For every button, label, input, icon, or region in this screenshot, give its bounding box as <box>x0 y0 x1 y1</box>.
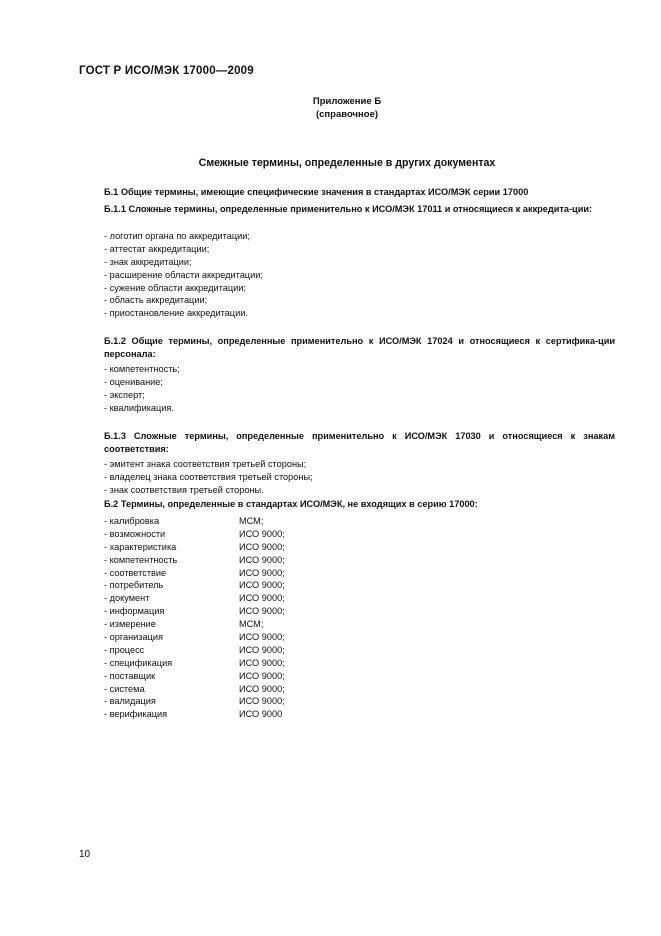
section-b2-heading <box>79 498 615 511</box>
term: - соответствие <box>104 567 167 578</box>
term: - система <box>104 683 145 694</box>
list-item: - компетентность; <box>104 364 180 374</box>
list-item: - квалификация. <box>104 402 174 413</box>
term: - документ <box>104 593 150 604</box>
annex-subtitle: (справочное) <box>315 109 379 120</box>
term-source: ИСО 9000; <box>239 593 285 604</box>
annex-title: Приложение Б <box>312 96 382 107</box>
table-row <box>104 708 404 721</box>
section-b2-table <box>104 515 404 721</box>
list-item: - эксперт; <box>104 389 145 400</box>
table-row <box>104 644 404 657</box>
table-row <box>104 657 404 670</box>
term: - валидация <box>104 696 156 707</box>
term: - потребитель <box>104 580 164 591</box>
list-item: - оценивание; <box>104 376 163 387</box>
section-b11-text: Б.1.1 Сложные термины, определенные применительно к ИСО/МЭК 17011 и относящиеся к аккредита-ции: <box>104 204 593 214</box>
list-item: - владелец знака соответствия третьей стороны; <box>104 471 313 482</box>
term-source: ИСО 9000; <box>239 683 285 694</box>
document-header: ГОСТ Р ИСО/МЭК 17000—2009 <box>79 65 254 77</box>
term-source: ИСО 9000; <box>239 696 285 707</box>
term: - калибровка <box>104 516 160 526</box>
term: - возможности <box>104 528 166 539</box>
list-item: - приостановление аккредитации. <box>104 308 248 319</box>
table-row <box>104 618 404 631</box>
table-row <box>104 605 404 618</box>
list-item: - расширение области аккредитации; <box>104 269 263 280</box>
list-item: - знак соответствия третьей стороны. <box>104 484 264 495</box>
page-title: Смежные термины, определенные в других документах <box>198 157 496 169</box>
term-source: ИСО 9000; <box>239 528 285 539</box>
term: - поставщик <box>104 670 156 681</box>
term: - измерение <box>104 619 156 630</box>
section-b13-list <box>104 458 313 497</box>
term: - спецификация <box>104 657 173 668</box>
list-item: - логотип органа по аккредитации; <box>104 231 250 241</box>
term: - верификация <box>104 709 168 720</box>
section-b11-list <box>104 230 263 320</box>
term-source: ИСО 9000; <box>239 670 285 681</box>
table-row <box>104 683 404 696</box>
term-source: МСМ; <box>239 516 264 526</box>
section-b13-heading <box>79 430 615 455</box>
section-b1-text: Б.1 Общие термины, имеющие специфические значения в стандартах ИСО/МЭК серии 17000 <box>104 187 529 197</box>
table-row <box>104 670 404 683</box>
term-source: ИСО 9000; <box>239 657 285 668</box>
term-source: ИСО 9000; <box>239 606 285 617</box>
table-row <box>104 554 404 567</box>
annex-heading <box>0 95 661 121</box>
table-row <box>104 695 404 708</box>
term-source: ИСО 9000; <box>239 554 285 565</box>
term-source: ИСО 9000; <box>239 567 285 578</box>
list-item: - аттестат аккредитации; <box>104 243 210 254</box>
term-source: ИСО 9000; <box>239 644 285 655</box>
table-row <box>104 541 404 554</box>
term: - характеристика <box>104 541 177 552</box>
page-number: 10 <box>79 849 91 860</box>
term-source: ИСО 9000; <box>239 541 285 552</box>
term: - процесс <box>104 644 145 655</box>
table-row <box>104 579 404 592</box>
section-b11-heading <box>79 203 615 216</box>
section-b2-text: Б.2 Термины, определенные в стандартах ИСО/МЭК, не входящих в серию 17000: <box>104 499 478 509</box>
term-source: МСМ; <box>239 619 264 630</box>
term: - организация <box>104 632 163 643</box>
table-row <box>104 515 404 528</box>
list-item: - знак аккредитации; <box>104 256 192 267</box>
term-source: ИСО 9000; <box>239 632 285 643</box>
term: - компетентность <box>104 554 178 565</box>
term-source: ИСО 9000 <box>239 709 283 720</box>
table-row <box>104 631 404 644</box>
section-b12-list <box>104 363 180 415</box>
term: - информация <box>104 606 165 617</box>
table-row <box>104 528 404 541</box>
list-item: - эмитент знака соответствия третьей стороны; <box>104 459 307 469</box>
section-b13-text: Б.1.3 Сложные термины, определенные применительно к ИСО/МЭК 17030 и относящиеся к знакам соответствия: <box>104 431 615 454</box>
section-b12-heading <box>79 335 615 360</box>
list-item: - сужение области аккредитации; <box>104 282 246 293</box>
table-row <box>104 592 404 605</box>
table-row <box>104 567 404 580</box>
list-item: - область аккредитации; <box>104 295 208 306</box>
term-source: ИСО 9000; <box>239 580 285 591</box>
section-b1-heading <box>79 186 615 199</box>
section-b12-text: Б.1.2 Общие термины, определенные применительно к ИСО/МЭК 17024 и относящиеся к сертифика-ции персонала: <box>104 336 615 359</box>
